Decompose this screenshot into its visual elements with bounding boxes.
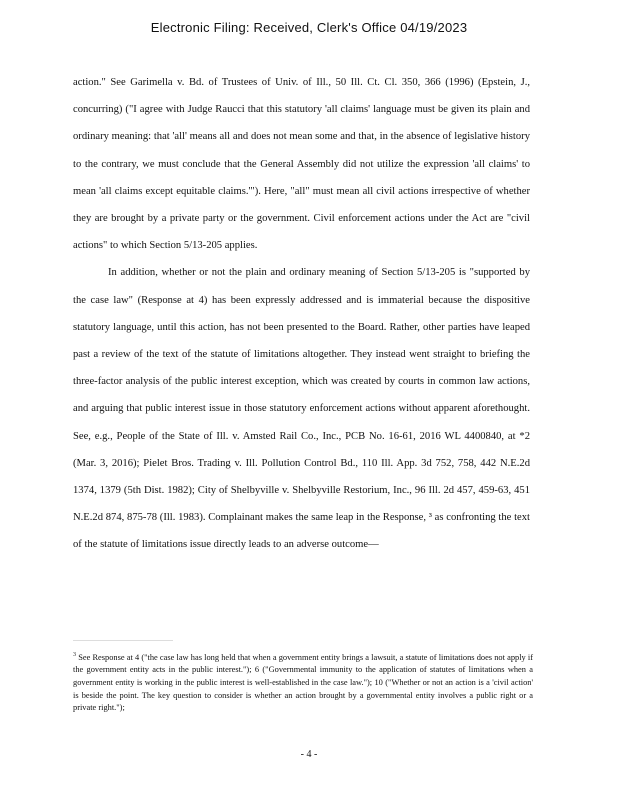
footnote xyxy=(73,649,533,715)
document-body xyxy=(73,69,530,559)
body-paragraph: action." See Garimella v. Bd. of Trustees of Univ. of Ill., 50 Ill. Ct. Cl. 350, 366 (1996) (Epstein, J., concurring) ("I agree with Judge Raucci that this statutory 'all claims' language must be given its plain and ordinary meaning: that 'all' means all and does not mean some and that, in the absence of legislative history to the contrary, we must conclude that the General Assembly did not utilize the expression 'all claims' to mean 'all claims except equitable claims.'"). Here, "all" must mean all civil actions irrespective of whether they are brought by a private party or the government. Civil enforcement actions under the Act are "civil actions" to which Section 5/13-205 applies. xyxy=(73,77,530,252)
footnote-separator xyxy=(73,640,173,641)
footnote-text: See Response at 4 ("the case law has long held that when a government entity brings a lawsuit, a statute of limitations does not apply if the government entity acts in the public interest."); 6 ("Governmental immunity to the application of statutes of limitations when a government entity is working in the public interest is well-established in the case law."); 10 ("Whether or not an action is a 'civil action' is beside the point. The key question to consider is whether an action brought by a governmental entity involves a public right or a private right."); xyxy=(73,652,534,713)
footnote-marker: 3 xyxy=(73,652,76,658)
efiling-header: Electronic Filing: Received, Clerk's Office 04/19/2023 xyxy=(150,20,468,35)
body-paragraph: In addition, whether or not the plain and ordinary meaning of Section 5/13-205 is "supported by the case law" (Response at 4) has been expressly addressed and is immaterial because the dispositive statutory language, until this action, has not been presented to the Board. Rather, other parties have leaped past a review of the text of the statute of limitations altogether. They instead went straight to briefing the three-factor analysis of the public interest exception, which was created by courts in common law actions, and arguing that public interest issue in those statutory enforcement actions without apparent aforethought. See, e.g., People of the State of Ill. v. Amsted Rail Co., Inc., PCB No. 16-61, 2016 WL 4400840, at *2 (Mar. 3, 2016); Pielet Bros. Trading v. Ill. Pollution Control Bd., 110 Ill. App. 3d 752, 758, 442 N.E.2d 1374, 1379 (5th Dist. 1982); City of Shelbyville v. Shelbyville Restorium, Inc., 96 Ill. 2d 457, 459-63, 451 N.E.2d 874, 875-78 (Ill. 1983). Complainant makes the same leap in the Response, ³ as confronting the text of the statute of limitations issue directly leads to an adverse outcome— xyxy=(73,267,530,551)
page-number: - 4 - xyxy=(300,749,318,760)
